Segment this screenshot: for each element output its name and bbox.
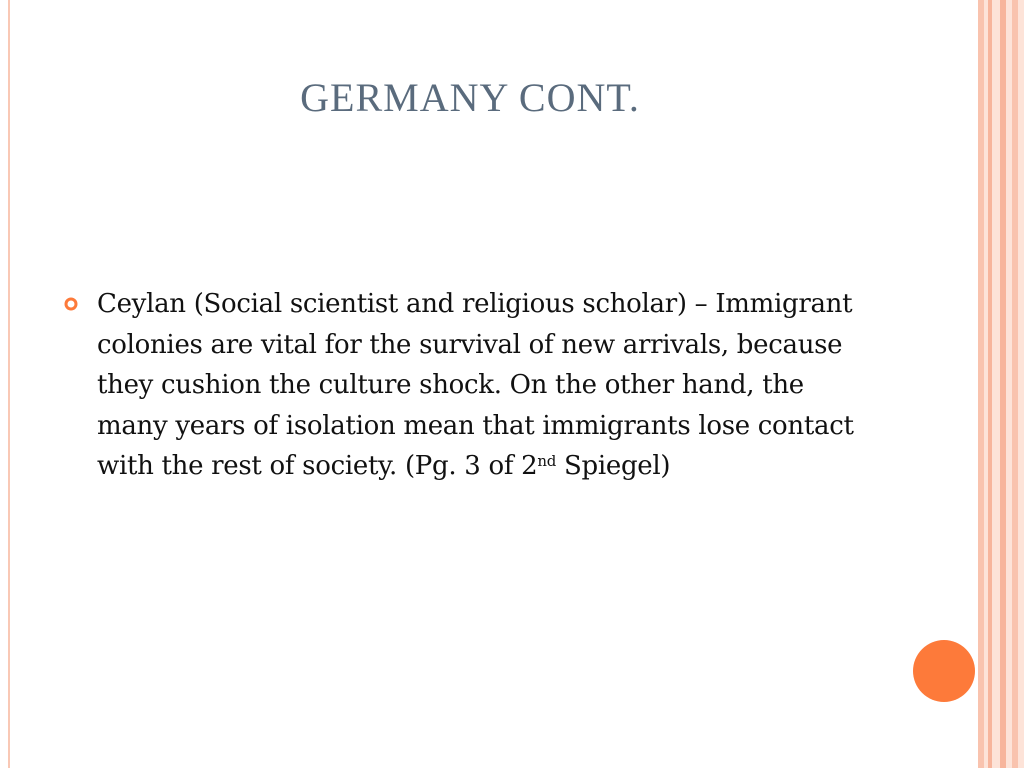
bullet-text (97, 284, 880, 487)
bullet-text-main: Ceylan (Social scientist and religious scholar) – Immigrant colonies are vital for the survival of new arrivals, because they cushion the culture shock. On the other hand, the many years of isolation mean that immigrants lose contact with the rest of society. (Pg. 3 of 2 (97, 289, 854, 481)
slide-body (60, 284, 880, 487)
right-stripe (1018, 0, 1024, 768)
orange-ring-bullet-icon (64, 297, 78, 311)
bullet-text-tail: Spiegel) (556, 451, 671, 481)
right-stripe (992, 0, 1000, 768)
bullet-superscript: nd (537, 452, 557, 471)
orange-circle-decoration (913, 640, 975, 702)
bullet-item (60, 284, 880, 487)
slide-title: GERMANY CONT. (300, 75, 640, 120)
